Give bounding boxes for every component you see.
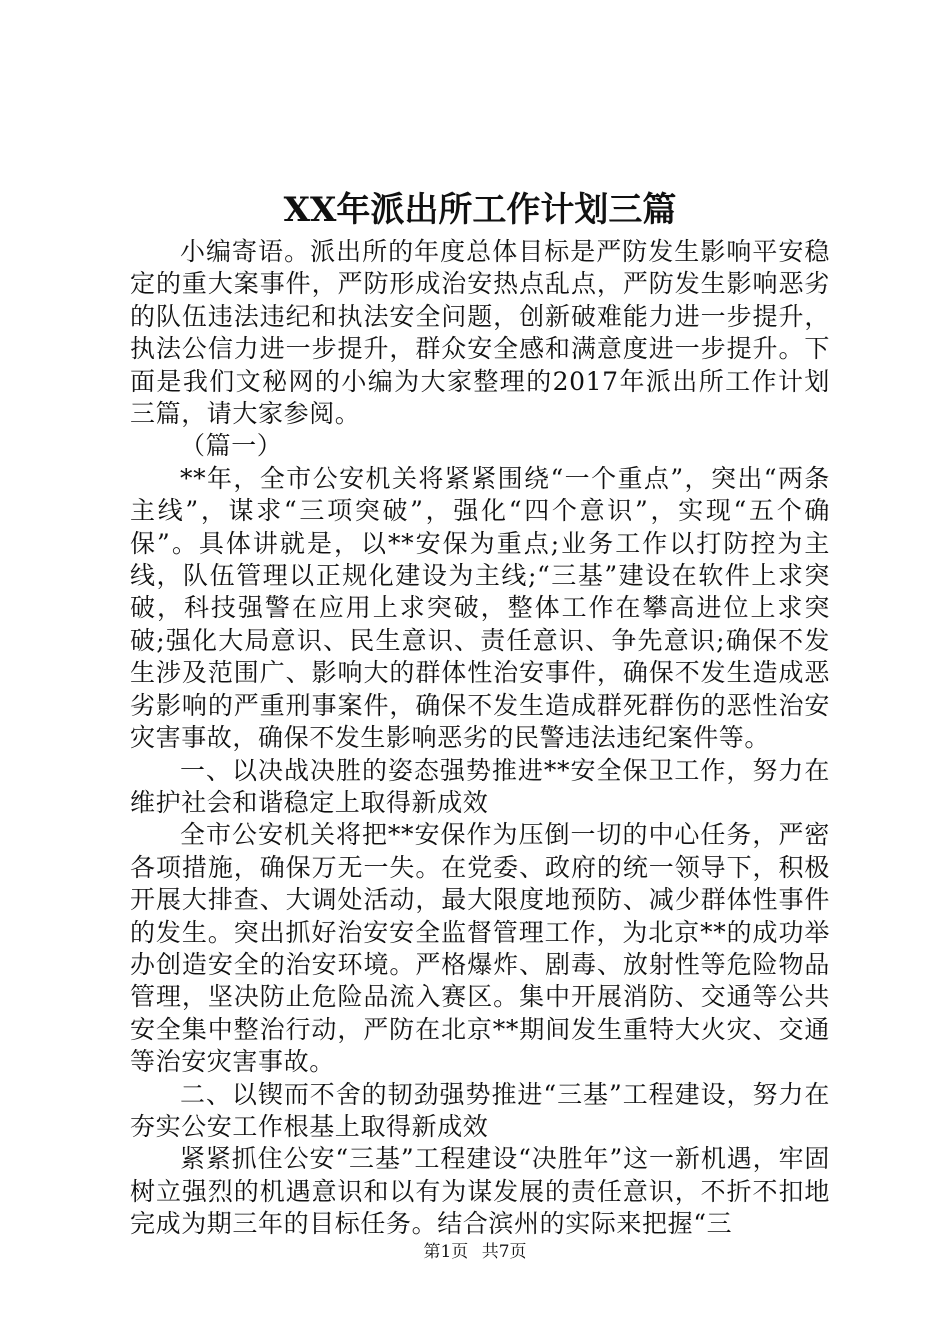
paragraph-section-label: （篇一） <box>180 431 283 461</box>
paragraph-intro: 小编寄语。派出所的年度总体目标是严防发生影响平安稳定的重大案事件，严防形成治安热点乱点，严防发生影响恶劣的队伍违法违纪和执法安全问题，创新破难能力进一步提升，执法公信力进一步提升，群众安全感和满意度进一步提升。下面是我们文秘网的小编为大家整理的2017年派出所工作计划三篇，请大家参阅。 <box>130 237 830 429</box>
paragraph-three-basics: 紧紧抓住公安“三基”工程建设“决胜年”这一新机遇，牢固树立强烈的机遇意识和以有为谋发展的责任意识，不折不扣地完成为期三年的目标任务。结合滨州的实际来把握“三 <box>130 1144 830 1239</box>
paragraph-heading-one: 一、以决战决胜的姿态强势推进**安全保卫工作，努力在维护社会和谐稳定上取得新成效 <box>130 755 830 817</box>
page-footer <box>0 1240 950 1264</box>
document-body <box>130 236 830 1241</box>
document-title: XX年派出所工作计划三篇 <box>283 190 677 230</box>
paragraph-heading-two: 二、以锲而不舍的韧劲强势推进“三基”工程建设，努力在夯实公安工作根基上取得新成效 <box>130 1079 830 1141</box>
page-number: 第1页 <box>423 1242 469 1262</box>
page-total: 共7页 <box>481 1242 527 1262</box>
paragraph-security-work: 全市公安机关将把**安保作为压倒一切的中心任务，严密各项措施，确保万无一失。在党委、政府的统一领导下，积极开展大排查、大调处活动，最大限度地预防、减少群体性事件的发生。突出抓好治安安全监督管理工作，为北京**的成功举办创造安全的治安环境。严格爆炸、剧毒、放射性等危险物品管理，坚决防止危险品流入赛区。集中开展消防、交通等公共安全集中整治行动，严防在北京**期间发生重特大火灾、交通等治安灾害事故。 <box>130 820 830 1077</box>
paragraph-overview: **年，全市公安机关将紧紧围绕“一个重点”，突出“两条主线”，谋求“三项突破”，强化“四个意识”，实现“五个确保”。具体讲就是，以**安保为重点;业务工作以打防控为主线，队伍管理以正规化建设为主线;“三基”建设在软件上求突破，科技强警在应用上求突破，整体工作在攀高进位上求突破;强化大局意识、民生意识、责任意识、争先意识;确保不发生涉及范围广、影响大的群体性治安事件，确保不发生造成恶劣影响的严重刑事案件，确保不发生造成群死群伤的恶性治安灾害事故，确保不发生影响恶劣的民警违法违纪案件等。 <box>130 463 830 753</box>
